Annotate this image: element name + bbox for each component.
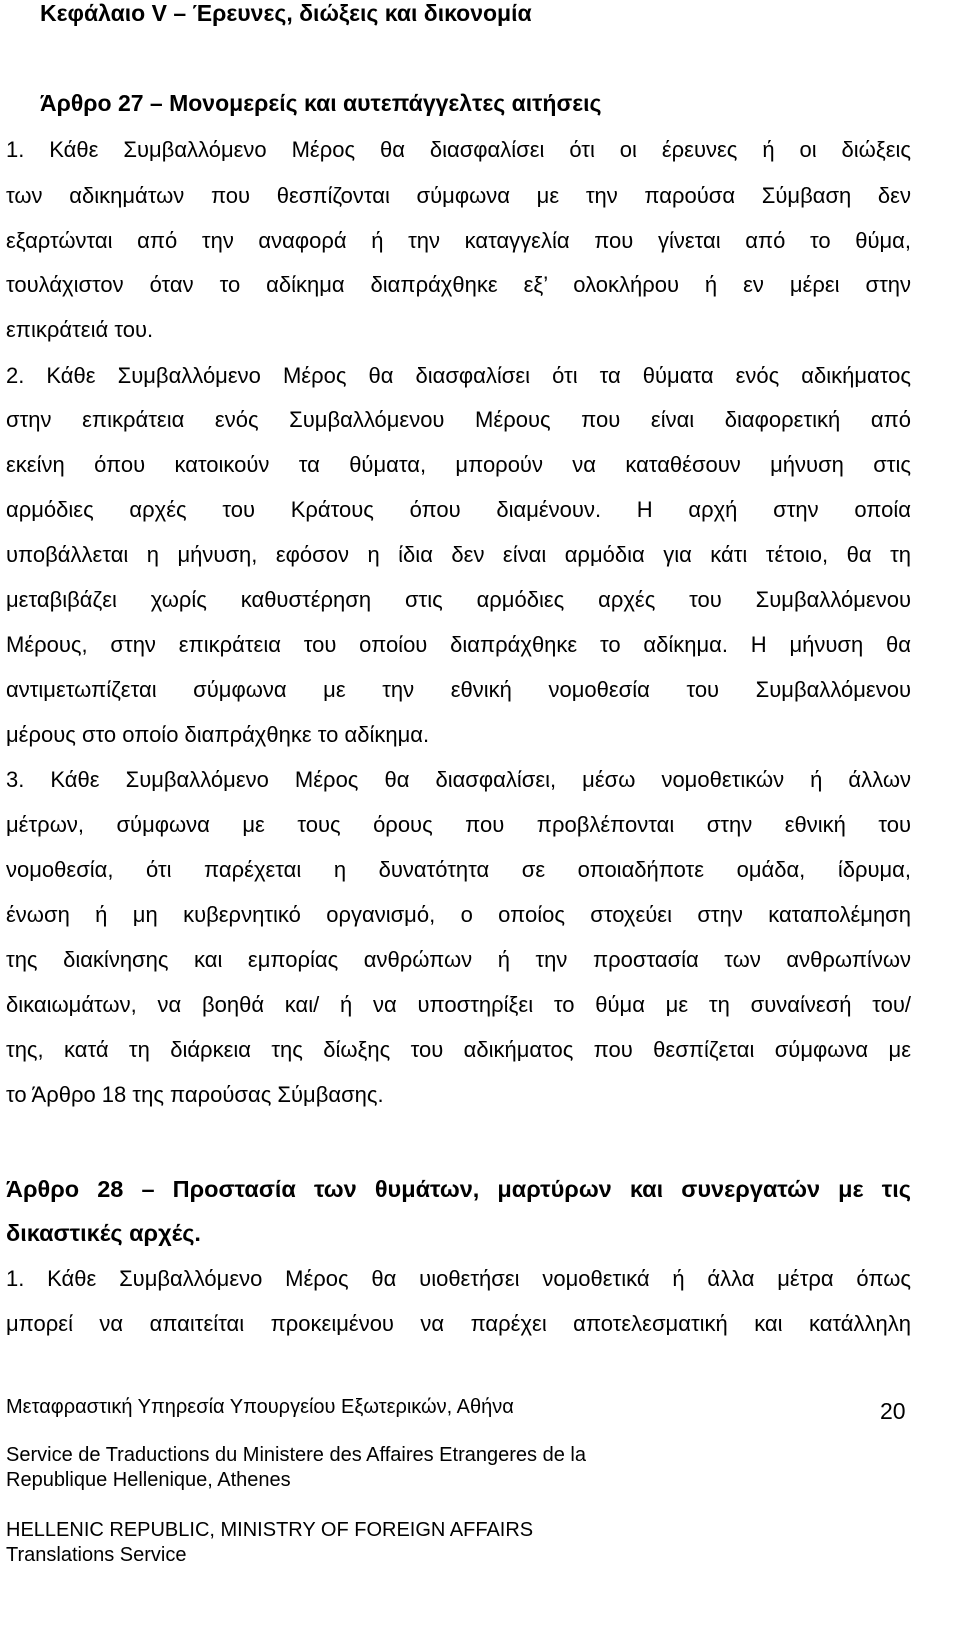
paragraph-line: δικαιωμάτων, να βοηθά και/ ή να υποστηρίξει το θύμα με τη συναίνεσή του/ — [6, 992, 911, 1017]
paragraph-line: 1. Κάθε Συμβαλλόμενο Μέρος θα διασφαλίσει ότι οι έρευνες ή οι διώξεις — [6, 137, 911, 162]
footer-french-line: Republique Hellenique, Athenes — [6, 1469, 291, 1491]
paragraph-line: 1. Κάθε Συμβαλλόμενο Μέρος θα υιοθετήσει νομοθετικά ή άλλα μέτρα όπως — [6, 1266, 911, 1291]
paragraph-line: της, κατά τη διάρκεια της δίωξης του αδικήματος που θεσπίζεται σύμφωνα με — [6, 1037, 911, 1062]
article-28-title: Άρθρο 28 – Προστασία των θυμάτων, μαρτύρων και συνεργατών με τις — [6, 1176, 911, 1202]
paragraph-line: μεταβιβάζει χωρίς καθυστέρηση στις αρμόδιες αρχές του Συμβαλλόμενου — [6, 587, 911, 612]
paragraph-line: μέτρων, σύμφωνα με τους όρους που προβλέπονται στην εθνική του — [6, 812, 911, 837]
paragraph-line: το Άρθρο 18 της παρούσας Σύμβασης. — [6, 1082, 384, 1107]
paragraph-line: ένωση ή μη κυβερνητικό οργανισμό, ο οποίος στοχεύει στην καταπολέμηση — [6, 902, 911, 927]
paragraph-line: νομοθεσία, ότι παρέχεται η δυνατότητα σε οποιαδήποτε ομάδα, ίδρυμα, — [6, 857, 911, 882]
paragraph-line: αντιμετωπίζεται σύμφωνα με την εθνική νομοθεσία του Συμβαλλόμενου — [6, 677, 911, 702]
footer-english-line: Translations Service — [6, 1544, 187, 1566]
paragraph-line: της διακίνησης και εμπορίας ανθρώπων ή την προστασία των ανθρωπίνων — [6, 947, 911, 972]
article-27-title: Άρθρο 27 – Μονομερείς και αυτεπάγγελτες αιτήσεις — [40, 90, 602, 116]
page-number: 20 — [880, 1398, 906, 1424]
paragraph-line: στην επικράτεια ενός Συμβαλλόμενου Μέρους που είναι διαφορετική από — [6, 407, 911, 432]
footer-greek: Μεταφραστική Υπηρεσία Υπουργείου Εξωτερικών, Αθήνα — [6, 1396, 514, 1418]
paragraph-line: τουλάχιστον όταν το αδίκημα διαπράχθηκε εξ’ ολοκλήρου ή εν μέρει στην — [6, 272, 911, 297]
paragraph-line: Μέρους, στην επικράτεια του οποίου διαπράχθηκε το αδίκημα. Η μήνυση θα — [6, 632, 911, 657]
paragraph-line: 2. Κάθε Συμβαλλόμενο Μέρος θα διασφαλίσει ότι τα θύματα ενός αδικήματος — [6, 363, 911, 388]
footer-english-line: HELLENIC REPUBLIC, MINISTRY OF FOREIGN AFFAIRS — [6, 1519, 534, 1541]
paragraph-line: μέρους στο οποίο διαπράχθηκε το αδίκημα. — [6, 722, 430, 747]
chapter-title: Κεφάλαιο V – Έρευνες, διώξεις και δικονομία — [40, 0, 532, 26]
footer-french-line: Service de Traductions du Ministere des Affaires Etrangeres de la — [6, 1444, 586, 1466]
paragraph-line: εκείνη όπου κατοικούν τα θύματα, μπορούν να καταθέσουν μήνυση στις — [6, 452, 911, 477]
paragraph-line: αρμόδιες αρχές του Κράτους όπου διαμένουν. Η αρχή στην οποία — [6, 497, 911, 522]
paragraph-line: εξαρτώνται από την αναφορά ή την καταγγελία που γίνεται από το θύμα, — [6, 228, 911, 253]
paragraph-line: μπορεί να απαιτείται προκειμένου να παρέχει αποτελεσματική και κατάλληλη — [6, 1311, 911, 1336]
paragraph-line: 3. Κάθε Συμβαλλόμενο Μέρος θα διασφαλίσει, μέσω νομοθετικών ή άλλων — [6, 767, 911, 792]
paragraph-line: επικράτειά του. — [6, 317, 154, 342]
article-28-title-continued: δικαστικές αρχές. — [6, 1220, 201, 1246]
paragraph-line: υποβάλλεται η μήνυση, εφόσον η ίδια δεν είναι αρμόδια για κάτι τέτοιο, θα τη — [6, 542, 911, 567]
paragraph-line: των αδικημάτων που θεσπίζονται σύμφωνα με την παρούσα Σύμβαση δεν — [6, 183, 911, 208]
